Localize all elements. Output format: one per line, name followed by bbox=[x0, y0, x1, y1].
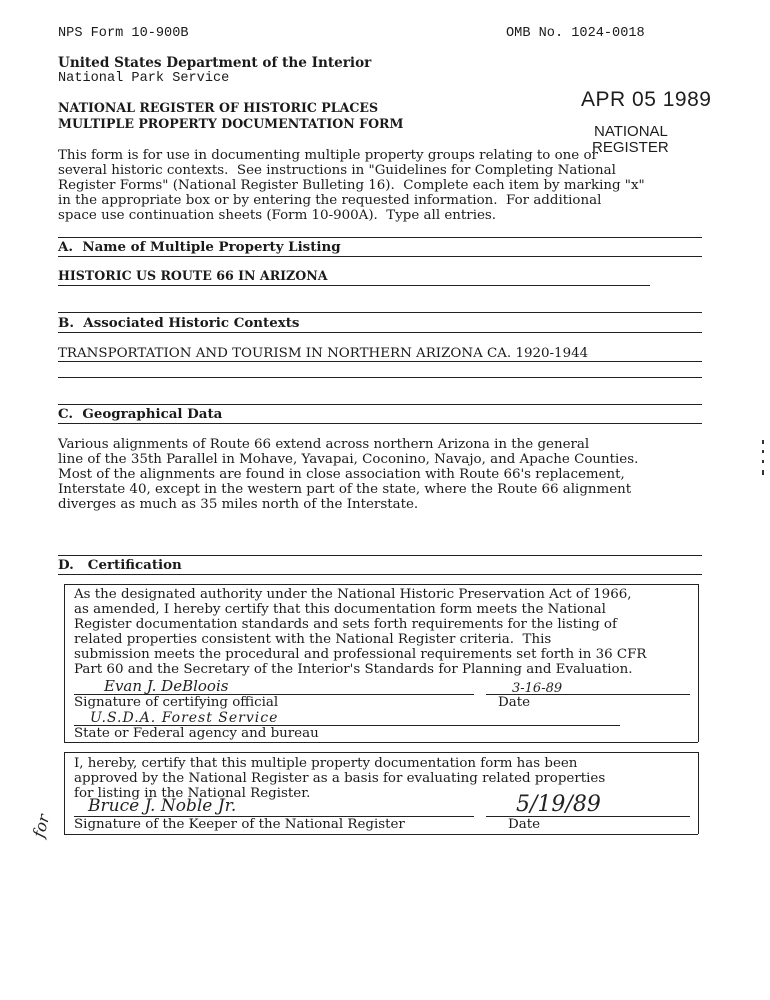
keeper-line: I, hereby, certify that this multiple property documentation form has been bbox=[74, 756, 578, 771]
keeper-for-handwritten: for bbox=[28, 812, 54, 840]
keeper-signature-label: Signature of the Keeper of the National Register bbox=[74, 817, 405, 832]
intro-line: space use continuation sheets (Form 10-900A). Type all entries. bbox=[58, 208, 497, 223]
divider bbox=[58, 555, 702, 556]
geo-line: Interstate 40, except in the western part of the state, where the Route 66 alignment bbox=[58, 482, 632, 497]
keeper-line: for listing in the National Register. bbox=[74, 786, 311, 801]
cert-line: as amended, I hereby certify that this documentation form meets the National bbox=[74, 602, 606, 617]
section-d-heading: D. Certification bbox=[58, 557, 182, 573]
geo-line: Various alignments of Route 66 extend across northern Arizona in the general bbox=[58, 437, 590, 452]
cert-line: Part 60 and the Secretary of the Interior's Standards for Planning and Evaluation. bbox=[74, 662, 633, 677]
stamp-date: APR 05 1989 bbox=[581, 88, 712, 111]
omb-number: OMB No. 1024-0018 bbox=[506, 26, 645, 41]
cert-line: Register documentation standards and sets forth requirements for the listing of bbox=[74, 617, 617, 632]
keeper-date-handwritten: 5/19/89 bbox=[516, 792, 601, 817]
geo-line: Most of the alignments are found in close association with Route 66's replacement, bbox=[58, 467, 625, 482]
section-a-heading: A. Name of Multiple Property Listing bbox=[58, 239, 341, 255]
divider bbox=[58, 285, 650, 286]
divider bbox=[58, 423, 702, 424]
certifying-date-handwritten: 3-16-89 bbox=[512, 681, 563, 696]
agency-label: State or Federal agency and bureau bbox=[74, 726, 319, 741]
section-c-heading: C. Geographical Data bbox=[58, 406, 223, 422]
divider bbox=[58, 312, 702, 313]
box-bottom bbox=[64, 834, 698, 835]
intro-line: in the appropriate box or by entering the requested information. For additional bbox=[58, 193, 602, 208]
scan-mark bbox=[762, 440, 765, 476]
cert-line: submission meets the procedural and professional requirements set forth in 36 CFR bbox=[74, 647, 647, 662]
keeper-signature: Bruce J. Noble Jr. bbox=[88, 796, 237, 816]
section-b-heading: B. Associated Historic Contexts bbox=[58, 315, 300, 331]
form-number: NPS Form 10-900B bbox=[58, 26, 189, 41]
divider bbox=[58, 404, 702, 405]
geo-line: line of the 35th Parallel in Mohave, Yavapai, Coconino, Navajo, and Apache Counties. bbox=[58, 452, 639, 467]
stamp-line1: NATIONAL bbox=[594, 123, 668, 140]
keeper-line: approved by the National Register as a basis for evaluating related properties bbox=[74, 771, 606, 786]
box-left bbox=[64, 584, 65, 742]
intro-line: several historic contexts. See instructions in "Guidelines for Completing National bbox=[58, 163, 616, 178]
divider bbox=[58, 361, 702, 362]
cert-line: As the designated authority under the National Historic Preservation Act of 1966, bbox=[74, 587, 632, 602]
stamp-line2: REGISTER bbox=[592, 139, 669, 156]
box-left bbox=[64, 752, 65, 834]
divider bbox=[58, 237, 702, 238]
box-right bbox=[698, 584, 699, 742]
section-b-value: TRANSPORTATION AND TOURISM IN NORTHERN ARIZONA CA. 1920-1944 bbox=[58, 346, 589, 361]
agency-handwritten: U.S.D.A. Forest Service bbox=[90, 710, 279, 726]
section-a-value: HISTORIC US ROUTE 66 IN ARIZONA bbox=[58, 268, 328, 283]
divider bbox=[58, 574, 702, 575]
keeper-date-label: Date bbox=[508, 817, 541, 832]
date-label: Date bbox=[498, 695, 531, 710]
intro-line: Register Forms" (National Register Bulleting 16). Complete each item by marking "x" bbox=[58, 178, 645, 193]
divider bbox=[58, 377, 702, 378]
form-title-line1: NATIONAL REGISTER OF HISTORIC PLACES bbox=[58, 100, 379, 115]
box-top bbox=[64, 584, 698, 585]
form-title-line2: MULTIPLE PROPERTY DOCUMENTATION FORM bbox=[58, 116, 404, 131]
box-right bbox=[698, 752, 699, 834]
signature-label: Signature of certifying official bbox=[74, 695, 279, 710]
intro-line: This form is for use in documenting multiple property groups relating to one or bbox=[58, 148, 598, 163]
geo-line: diverges as much as 35 miles north of the Interstate. bbox=[58, 497, 419, 512]
agency-name: National Park Service bbox=[58, 71, 230, 86]
box-bottom bbox=[64, 742, 698, 743]
certifying-official-signature: Evan J. DeBloois bbox=[104, 677, 229, 695]
divider bbox=[58, 332, 702, 333]
box-top bbox=[64, 752, 698, 753]
divider bbox=[58, 256, 702, 257]
department-name: United States Department of the Interior bbox=[58, 55, 372, 71]
cert-line: related properties consistent with the National Register criteria. This bbox=[74, 632, 552, 647]
